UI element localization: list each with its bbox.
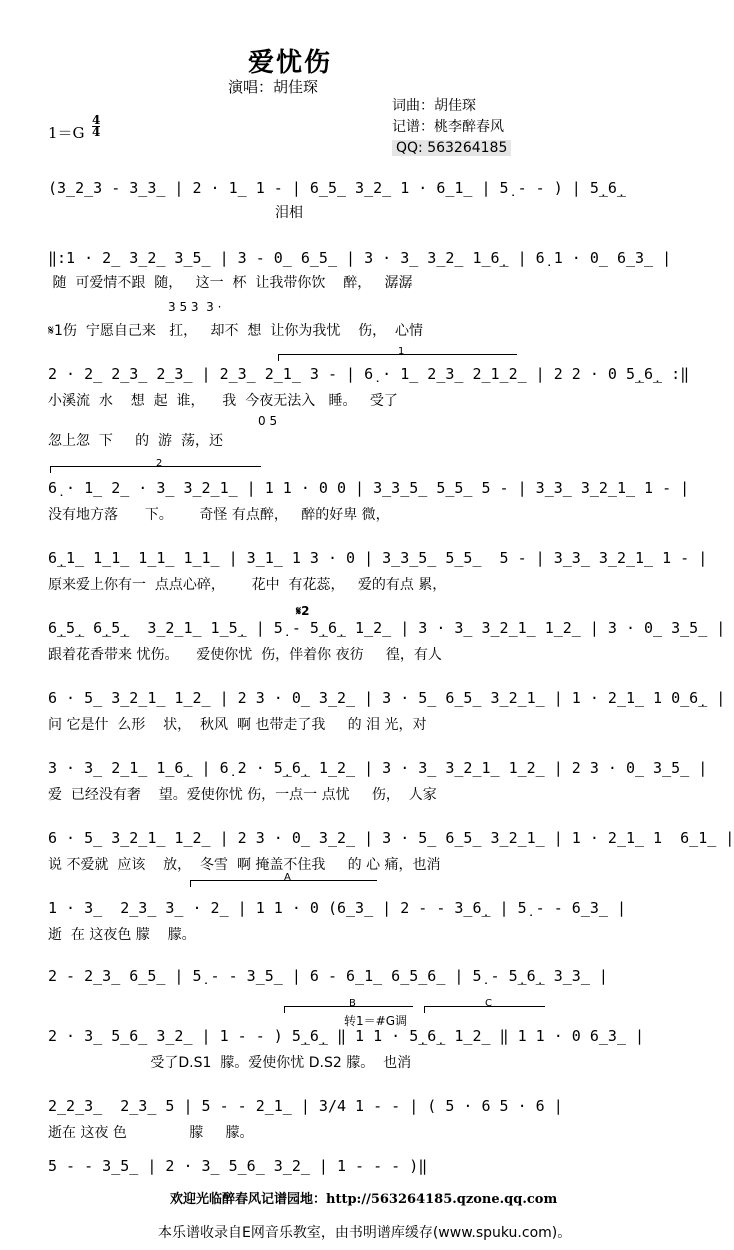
time-signature — [92, 115, 100, 138]
notation-row: 6̣ · 1̲ 2̲ · 3̲ 3̲2̲1̲ | 1 1 · 0 0 | 3̲3̲5̲ 5̲5̲ 5 - | 3̲3̲ 3̲2̲1̲ 1 - | — [48, 479, 690, 497]
lyric-row: 受了D.S1 朦。爱使你忧 D.S2 朦。 也消 — [48, 1055, 412, 1071]
notation-row: 6 · 5̲ 3̲2̲1̲ 1̲2̲ | 2 3 · 0̲ 3̲2̲ | 3 · 5̲ 6̲5̲ 3̲2̲1̲ | 1 · 2̲1̲ 1 0̲6̣̲ | — [48, 689, 726, 707]
song-title: 爱忧伤 — [247, 48, 332, 78]
lyric-row: 原来爱上你有一 点点心碎， 花中 有花蕊， 爱的有点 累， — [48, 577, 447, 593]
lyric-row: 爱 已经没有奢 望。爱使你忧 伤，一点一 点忧 伤， 人家 — [48, 787, 437, 803]
notation-row: 3 · 3̲ 2̲1̲ 1̲6̣̲ | 6̣ 2 · 5̣̲6̣̲ 1̲2̲ | 3 · 3̲ 3̲2̲1̲ 1̲2̲ | 2 3 · 0̲ 3̲5̲ | — [48, 759, 708, 777]
singer-credit: 演唱：胡佳琛 — [228, 78, 319, 96]
lyric-row: 𝄋1伤 宁愿自己来 扛， 却不 想 让你为我忧 伤， 心情 — [48, 323, 424, 339]
upper-notes: 3 5 3 3 · — [168, 300, 222, 314]
lyric-row: 没有地方落 下。 奇怪 有点醉， 醉的好卑 微， — [48, 507, 390, 523]
source-note: 本乐谱收录自E网音乐教室，由书明谱库缓存(www.spuku.com)。 — [158, 1225, 572, 1241]
lyric-row: 小溪流 水 想 起 谁， 我 今夜无法入 睡。 受了 — [48, 393, 398, 409]
lyric-row: 逝在 这夜 色 朦 朦。 — [48, 1125, 254, 1141]
notation-row: 6̣̲5̣̲ 6̣̲5̣̲ 3̲2̲1̲ 1̲5̣̲ | 5̣ - 5̣̲6̣̲ 1̲2̲ | 3 · 3̲ 3̲2̲1̲ 1̲2̲ | 3 · 0̲ 3̲5̲ | — [48, 619, 726, 637]
notation-row: 2̲2̲3̲ 2̲3̲ 5 | 5 - - 2̲1̲ | 3/4 1 - - | ( 5 · 6 5 · 6 | — [48, 1097, 563, 1115]
transcriber-credit: 记谱：桃李醉春风 — [392, 119, 504, 135]
marker-c-bracket: C — [424, 1006, 545, 1013]
marker-a-bracket: A — [190, 880, 377, 887]
lyric-row: 随 可爱情不跟 随， 这一 杯 让我带你饮 醉， 潺潺 — [48, 275, 413, 291]
marker-b-bracket: B — [284, 1006, 413, 1013]
notation-row: 5 - - 3̲5̲ | 2 · 3̲ 5̲6̲ 3̲2̲ | 1 - - - )‖ — [48, 1157, 428, 1175]
notation-row: 2 · 2̲ 2̲3̲ 2̲3̲ | 2̲3̲ 2̲1̲ 3 - | 6̣ · 1̲ 2̲3̲ 2̲1̲2̲ | 2 2 · 0 5̣̲6̣̲ :‖ — [48, 365, 690, 383]
website-banner: 欢迎光临醉春风记谱园地：http://563264185.qzone.qq.com — [170, 1192, 558, 1207]
notation-row: 2 · 3̲ 5̲6̲ 3̲2̲ | 1 - - ) 5̣̲6̣̲ ‖ 1 1 · 5̣̲6̣̲ 1̲2̲ ‖ 1 1 · 0 6̲3̲ | — [48, 1027, 645, 1045]
notation-row: 2 - 2̲3̲ 6̲5̲ | 5̣ - - 3̲5̲ | 6 - 6̲1̲ 6̲5̲6̲ | 5̣ - 5̣̲6̣̲ 3̲3̲ | — [48, 967, 608, 985]
lyric-row: 泪相 — [48, 205, 303, 221]
lyric-row: 说 不爱就 应该 放， 冬雪 啊 掩盖不住我 的 心 痛，也消 — [48, 857, 441, 873]
lyric-row: 忽上忽 下 的 游 荡，还 — [48, 433, 223, 449]
notation-row: 1 · 3̲ 2̲3̲ 3̲ · 2̲ | 1 1 · 0 (6̲3̲ | 2 - - 3̲6̣̲ | 5̣ - - 6̲3̲ | — [48, 899, 626, 917]
qq-credit: QQ: 563264185 — [392, 140, 511, 156]
lyric-row: 问 它是什 么形 状， 秋风 啊 也带走了我 的 泪 光，对 — [48, 717, 427, 733]
notation-row: (3̲2̲3 - 3̲3̲ | 2 · 1̲ 1 - | 6̲5̲ 3̲2̲ 1 · 6̲1̲ | 5̣ - - ) | 5̣̲6̣̲ — [48, 179, 626, 197]
volta-1: 1 — [278, 354, 517, 361]
segno-2: 𝄋2 — [296, 604, 310, 618]
meter-top: 4 — [92, 113, 101, 127]
credits-block — [392, 96, 511, 159]
lyricist-credit: 词曲：胡佳琛 — [392, 98, 476, 114]
lyric-row: 逝 在 这夜色 朦 朦。 — [48, 927, 196, 943]
notation-row: 6̣̲1̲ 1̲1̲ 1̲1̲ 1̲1̲ | 3̲1̲ 1 3 · 0 | 3̲3̲5̲ 5̲5̲ 5 - | 3̲3̲ 3̲2̲1̲ 1 - | — [48, 549, 708, 567]
lyric-row: 跟着花香带来 忧伤。 爱使你忧 伤，伴着你 夜彷 徨，有人 — [48, 647, 442, 663]
key-signature: 1＝G — [48, 124, 85, 142]
notation-row: 6 · 5̲ 3̲2̲1̲ 1̲2̲ | 2 3 · 0̲ 3̲2̲ | 3 · 5̲ 6̲5̲ 3̲2̲1̲ | 1 · 2̲1̲ 1 6̲1̲ | — [48, 829, 734, 847]
notation-row: ‖:1 · 2̲ 3̲2̲ 3̲5̲ | 3 - 0̲ 6̲5̲ | 3 · 3̲ 3̲2̲ 1̲6̣̲ | 6̣ 1 · 0̲ 6̲3̲ | — [48, 249, 672, 267]
volta-2: 2 — [50, 466, 261, 473]
meter-bottom: 4 — [92, 125, 101, 139]
modulation-note: 转1＝#G调 — [344, 1014, 407, 1028]
upper-notes: 0 5 — [258, 414, 278, 428]
